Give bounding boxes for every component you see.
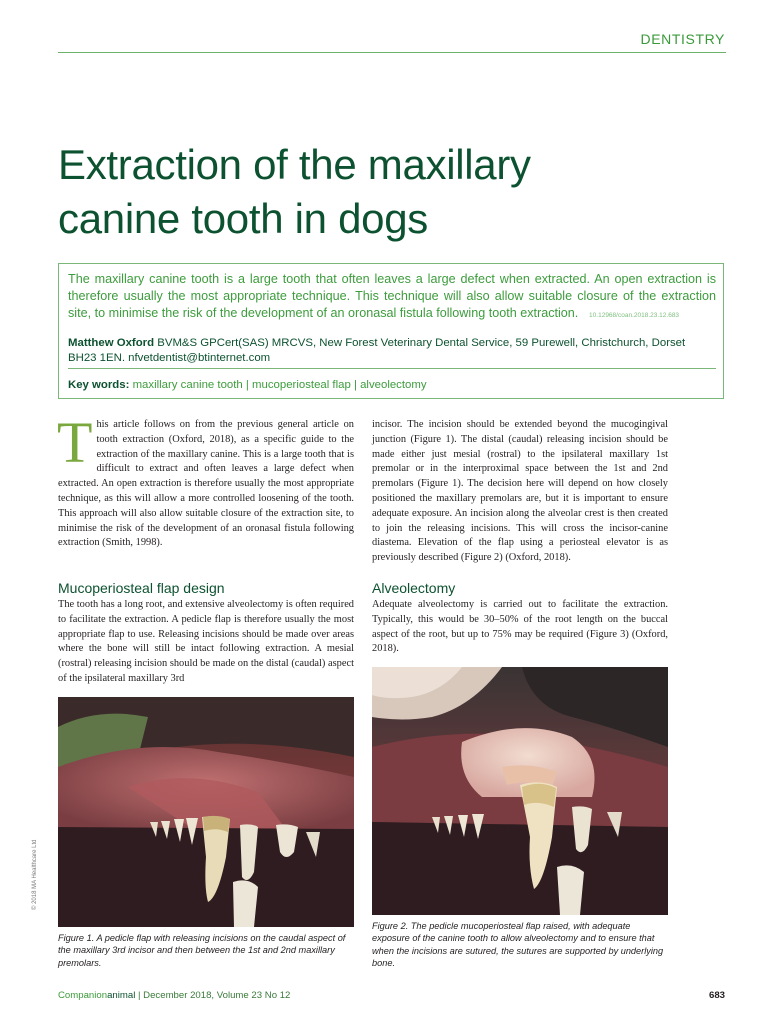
keywords-label: Key words: xyxy=(68,379,130,391)
issue-info: | December 2018, Volume 23 No 12 xyxy=(135,990,291,1001)
copyright-notice: © 2018 MA Healthcare Ltd xyxy=(32,839,38,910)
figure-2-image xyxy=(372,667,668,915)
column-right-continuation xyxy=(372,418,668,566)
abstract-divider xyxy=(68,368,716,369)
doi-value[interactable]: 10.12968/coan.2018.23.12.683 xyxy=(589,312,680,319)
flap-design-text: The tooth has a long root, and extensive alveolectomy is often required to facilitate the extraction. A pedicle flap is therefore usually the most appropriate flap to use. Releasing incisions should be made over areas where the bone will still be intact following extraction. A mesial (rostral) releasing incision should be made on the distal (caudal) aspect of the ipsilateral maxillary 3rd xyxy=(58,599,354,684)
header-rule xyxy=(58,52,726,53)
author-block xyxy=(68,336,716,366)
abstract xyxy=(68,271,716,324)
intro-text: his article follows on from the previous general article on tooth extraction (Oxford, 2018), as a specific guide to the extraction of the maxillary canine. This is a large tooth that is difficult to extract and often leaves a large defect when extracted. An open extraction is therefore usually the most appropriate technique, as this will allow a more controlled loosening of the tooth. This approach will also allow suitable closure of the extraction site, to minimise the risk of the development of an oronasal fistula following extraction (Smith, 1998). xyxy=(58,419,354,549)
column-left-intro xyxy=(57,410,354,551)
heading-flap-design: Mucoperiosteal flap design xyxy=(58,580,225,596)
keywords xyxy=(68,379,716,391)
intro-paragraph xyxy=(57,410,354,551)
author-name: Matthew Oxford xyxy=(68,337,155,349)
footer xyxy=(58,990,726,1001)
paragraph-alveolectomy xyxy=(372,598,668,657)
author-details: BVM&S GPCert(SAS) MRCVS, New Forest Veterinary Dental Service, 59 Purewell, Christchurch, Dorset BH23 1EN. nfvetdentist@btinternet.com xyxy=(68,337,686,364)
drop-cap: T xyxy=(57,410,93,475)
section-label: DENTISTRY xyxy=(640,31,725,47)
abstract-text: The maxillary canine tooth is a large tooth that often leaves a large defect when extracted. An open extraction is therefore usually the most appropriate technique. This technique will also allow suitable closure of the extraction site, to minimise the risk of the development of an oronasal fistula following tooth extraction. xyxy=(68,272,716,320)
paragraph-flap-design xyxy=(58,598,354,687)
figure-1-image xyxy=(58,697,354,927)
figure-2-caption: Figure 2. The pedicle mucoperiosteal flap raised, with adequate exposure of the canine tooth to allow alveolectomy and to ensure that when the incisions are sutured, the sutures are supported by underlying bone. xyxy=(372,921,664,969)
heading-alveolectomy: Alveolectomy xyxy=(372,580,456,596)
journal-name-part-1: Companion xyxy=(58,990,108,1001)
article-title xyxy=(58,138,718,246)
title-line-1: Extraction of the maxillary xyxy=(58,141,531,188)
alveolectomy-text: Adequate alveolectomy is carried out to facilitate the extraction. Typically, this would be 30–50% of the root length on the buccal aspect of the root, but up to 75% may be required (Figure 3) (Oxford, 2018). xyxy=(372,599,668,655)
journal-name-part-2: animal xyxy=(107,990,136,1001)
keywords-list: maxillary canine tooth | mucoperiosteal flap | alveolectomy xyxy=(129,379,427,391)
page-number: 683 xyxy=(708,990,725,1001)
figure-1-caption: Figure 1. A pedicle flap with releasing incisions on the caudal aspect of the maxillary 3rd incisor and then between the 1st and 2nd maxillary premolars. xyxy=(58,933,346,968)
figure-1-photo xyxy=(58,697,354,927)
incision-paragraph: incisor. The incision should be extended beyond the mucogingival junction (Figure 1). The distal (caudal) releasing incision should be made either just mesial (rostral) to the ipsilateral maxillary 1st premolar or in the interproximal space between the 1st and 2nd premolars (Figure 1). The decision here will depend on how closely positioned the maxillary premolars are, but it is important to ensure adequate exposure. An incision along the alveolar crest is then created to join the releasing incisions. This will cross the incisor-canine diastema. Elevation of the flap using a periosteal elevator is as previously described (Figure 2) (Oxford, 2018). xyxy=(372,419,668,564)
doi-text[interactable] xyxy=(582,312,679,319)
title-line-2: canine tooth in dogs xyxy=(58,195,428,242)
figure-2-photo xyxy=(372,667,668,915)
